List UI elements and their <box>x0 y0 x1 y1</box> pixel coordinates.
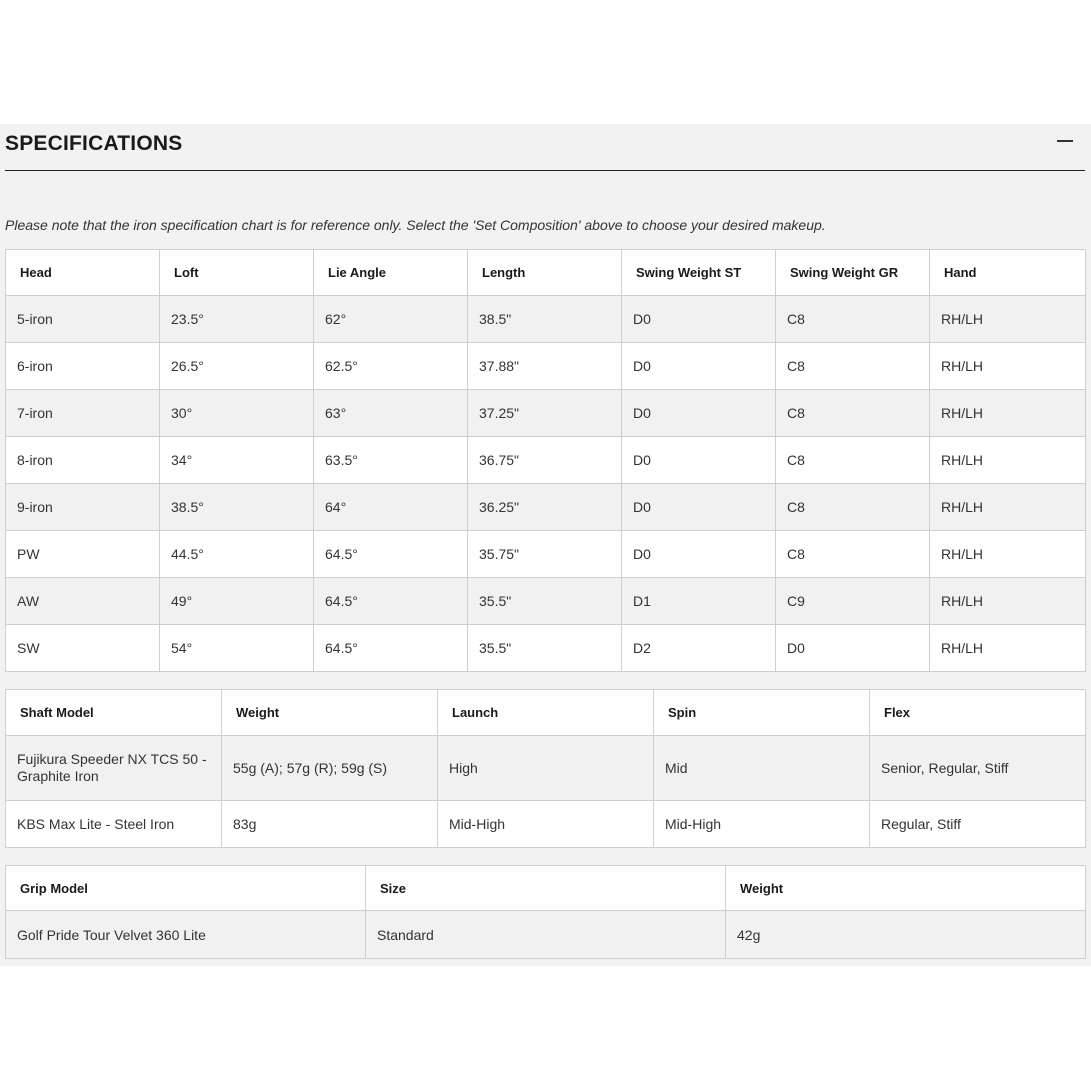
table-cell: 37.88" <box>468 343 622 390</box>
table-cell: 36.25" <box>468 484 622 531</box>
column-header: Shaft Model <box>6 690 222 736</box>
column-header: Lie Angle <box>314 250 468 296</box>
table-cell: D0 <box>622 390 776 437</box>
header-row <box>6 690 1086 736</box>
table-cell: 44.5° <box>160 531 314 578</box>
column-header: Weight <box>222 690 438 736</box>
table-cell: 54° <box>160 625 314 672</box>
section-title: SPECIFICATIONS <box>5 132 183 155</box>
table-cell: C8 <box>776 531 930 578</box>
table-cell: 49° <box>160 578 314 625</box>
table-cell: 30° <box>160 390 314 437</box>
column-header: Size <box>366 866 726 911</box>
table-cell: Mid-High <box>654 801 870 848</box>
table-cell: Mid-High <box>438 801 654 848</box>
table-row <box>6 578 1086 625</box>
table-cell: C8 <box>776 484 930 531</box>
table-cell: 64.5° <box>314 531 468 578</box>
column-header: Flex <box>870 690 1086 736</box>
column-header: Swing Weight ST <box>622 250 776 296</box>
table-cell: D2 <box>622 625 776 672</box>
table-cell: RH/LH <box>930 437 1086 484</box>
column-header: Launch <box>438 690 654 736</box>
table-cell: 23.5° <box>160 296 314 343</box>
header-row <box>6 250 1086 296</box>
column-header: Length <box>468 250 622 296</box>
table-cell: 62.5° <box>314 343 468 390</box>
table-cell: 42g <box>726 911 1086 959</box>
table-row <box>6 296 1086 343</box>
table-cell: RH/LH <box>930 578 1086 625</box>
table-cell: PW <box>6 531 160 578</box>
shaft-spec-table <box>5 689 1086 848</box>
table-cell: 5-iron <box>6 296 160 343</box>
table-cell: Regular, Stiff <box>870 801 1086 848</box>
column-header: Grip Model <box>6 866 366 911</box>
table-row <box>6 484 1086 531</box>
table-cell: C8 <box>776 437 930 484</box>
table-cell: 9-iron <box>6 484 160 531</box>
table-cell: 7-iron <box>6 390 160 437</box>
table-cell: C8 <box>776 343 930 390</box>
table-row <box>6 343 1086 390</box>
table-cell: 63° <box>314 390 468 437</box>
table-cell: 63.5° <box>314 437 468 484</box>
table-cell: D1 <box>622 578 776 625</box>
table-cell: D0 <box>776 625 930 672</box>
table-cell: D0 <box>622 343 776 390</box>
header-row <box>6 866 1086 911</box>
table-cell: 26.5° <box>160 343 314 390</box>
table-row <box>6 625 1086 672</box>
table-cell: 64.5° <box>314 578 468 625</box>
table-cell: 6-iron <box>6 343 160 390</box>
specifications-header[interactable] <box>5 124 1085 171</box>
table-row <box>6 911 1086 959</box>
table-cell: 83g <box>222 801 438 848</box>
table-cell: 37.25" <box>468 390 622 437</box>
table-cell: 55g (A); 57g (R); 59g (S) <box>222 736 438 801</box>
reference-note: Please note that the iron specification chart is for reference only. Select the 'Set Composition' above to choose your desired makeup. <box>5 217 826 233</box>
table-cell: 35.5" <box>468 625 622 672</box>
table-cell: AW <box>6 578 160 625</box>
table-cell: Fujikura Speeder NX TCS 50 - Graphite Iron <box>6 736 222 801</box>
table-row <box>6 736 1086 801</box>
table-cell: D0 <box>622 296 776 343</box>
table-cell: Standard <box>366 911 726 959</box>
table-cell: SW <box>6 625 160 672</box>
table-cell: D0 <box>622 484 776 531</box>
table-cell: RH/LH <box>930 343 1086 390</box>
table-cell: 38.5" <box>468 296 622 343</box>
table-cell: 36.75" <box>468 437 622 484</box>
column-header: Head <box>6 250 160 296</box>
table-cell: 34° <box>160 437 314 484</box>
table-cell: RH/LH <box>930 625 1086 672</box>
table-cell: C8 <box>776 390 930 437</box>
column-header: Loft <box>160 250 314 296</box>
column-header: Hand <box>930 250 1086 296</box>
table-cell: 64.5° <box>314 625 468 672</box>
table-cell: 38.5° <box>160 484 314 531</box>
table-row <box>6 437 1086 484</box>
table-cell: Senior, Regular, Stiff <box>870 736 1086 801</box>
table-cell: 8-iron <box>6 437 160 484</box>
minus-icon[interactable] <box>1057 140 1073 142</box>
table-cell: RH/LH <box>930 531 1086 578</box>
column-header: Spin <box>654 690 870 736</box>
table-cell: Golf Pride Tour Velvet 360 Lite <box>6 911 366 959</box>
table-cell: High <box>438 736 654 801</box>
table-cell: 35.5" <box>468 578 622 625</box>
table-cell: 62° <box>314 296 468 343</box>
table-cell: RH/LH <box>930 296 1086 343</box>
table-cell: Mid <box>654 736 870 801</box>
table-cell: D0 <box>622 437 776 484</box>
table-cell: RH/LH <box>930 484 1086 531</box>
table-cell: C8 <box>776 296 930 343</box>
column-header: Swing Weight GR <box>776 250 930 296</box>
table-cell: KBS Max Lite - Steel Iron <box>6 801 222 848</box>
grip-spec-table <box>5 865 1086 959</box>
table-cell: 64° <box>314 484 468 531</box>
table-cell: D0 <box>622 531 776 578</box>
column-header: Weight <box>726 866 1086 911</box>
table-row <box>6 531 1086 578</box>
table-cell: RH/LH <box>930 390 1086 437</box>
table-row <box>6 390 1086 437</box>
table-cell: C9 <box>776 578 930 625</box>
specifications-panel <box>0 124 1091 966</box>
iron-spec-table <box>5 249 1086 672</box>
table-cell: 35.75" <box>468 531 622 578</box>
table-row <box>6 801 1086 848</box>
